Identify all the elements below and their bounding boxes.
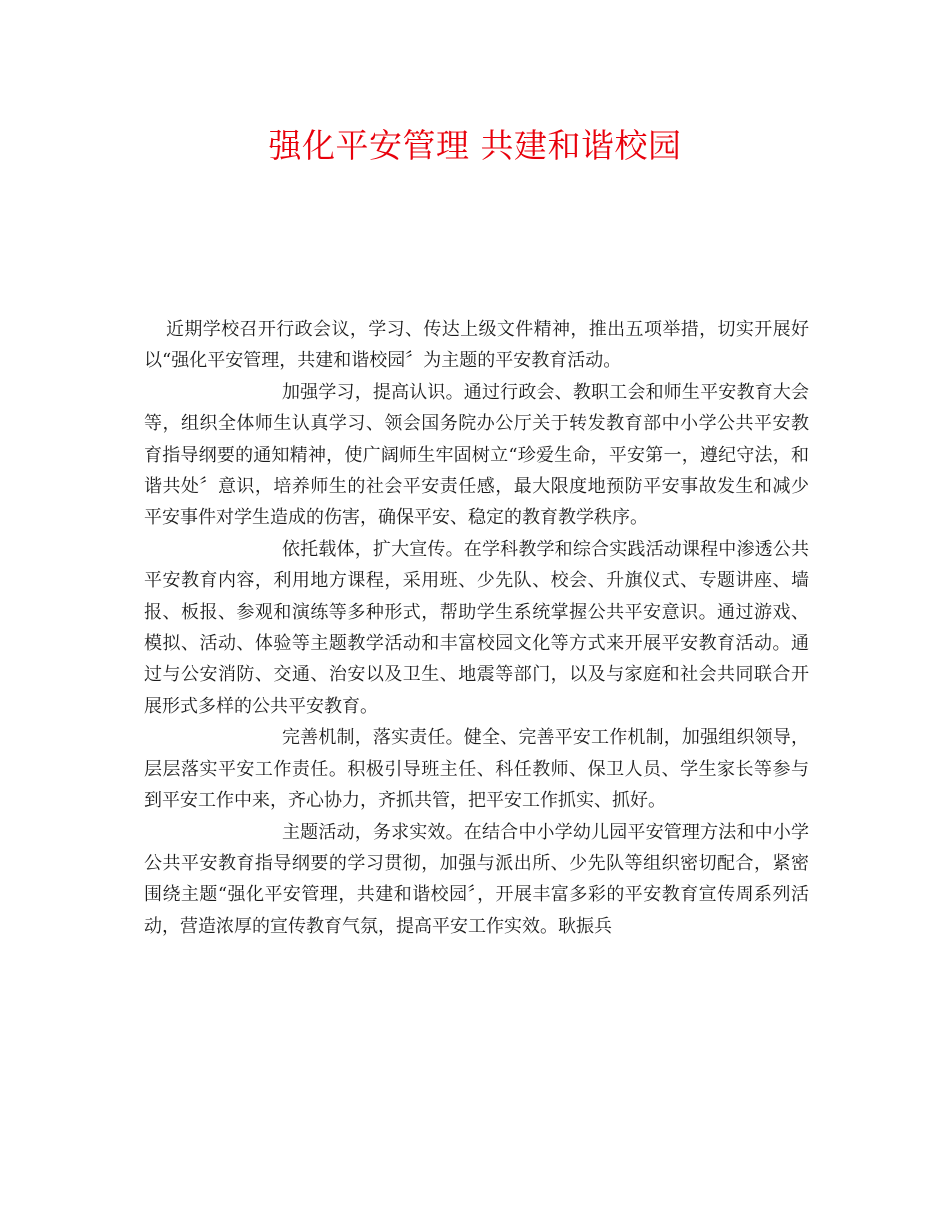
paragraph-publicity: 依托载体，扩大宣传。在学科教学和综合实践活动课程中渗透公共平安教育内容，利用地方课程，采用班、少先队、校会、升旗仪式、专题讲座、墙报、板报、参观和演练等多种形式，帮助学生系统掌握公共平安意识。通过游戏、模拟、活动、体验等主题教学活动和丰富校园文化等方式来开展平安教育活动。通过与公安消防、交通、治安以及卫生、地震等部门，以及与家庭和社会共同联合开展形式多样的公共平安教育。	[144, 538, 809, 717]
paragraph-theme-activities: 主题活动，务求实效。在结合中小学幼儿园平安管理方法和中小学公共平安教育指导纲要的学习贯彻，加强与派出所、少先队等组织密切配合，紧密围绕主题“强化平安管理，共建和谐校园〞，开展丰富多彩的平安教育宣传周系列活动，营造浓厚的宣传教育气氛，提高平安工作实效。耿振兵	[144, 821, 809, 937]
intro-paragraph: 近期学校召开行政会议，学习、传达上级文件精神，推出五项举措，切实开展好以“强化平安管理，共建和谐校园〞为主题的平安教育活动。	[144, 319, 809, 372]
document-body	[144, 314, 809, 942]
paragraph-mechanism: 完善机制，落实责任。健全、完善平安工作机制，加强组织领导，层层落实平安工作责任。积极引导班主任、科任教师、保卫人员、学生家长等参与到平安工作中来，齐心协力，齐抓共管，把平安工作抓实、抓好。	[144, 727, 809, 812]
document-title: 强化平安管理 共建和谐校园	[268, 126, 682, 165]
paragraph-study-awareness: 加强学习，提高认识。通过行政会、教职工会和师生平安教育大会等，组织全体师生认真学习、领会国务院办公厅关于转发教育部中小学公共平安教育指导纲要的通知精神，使广阔师生牢固树立“珍爱生命，平安第一，遵纪守法，和谐共处〞意识，培养师生的社会平安责任感，最大限度地预防平安事故发生和减少平安事件对学生造成的伤害，确保平安、稳定的教育教学秩序。	[144, 381, 809, 529]
